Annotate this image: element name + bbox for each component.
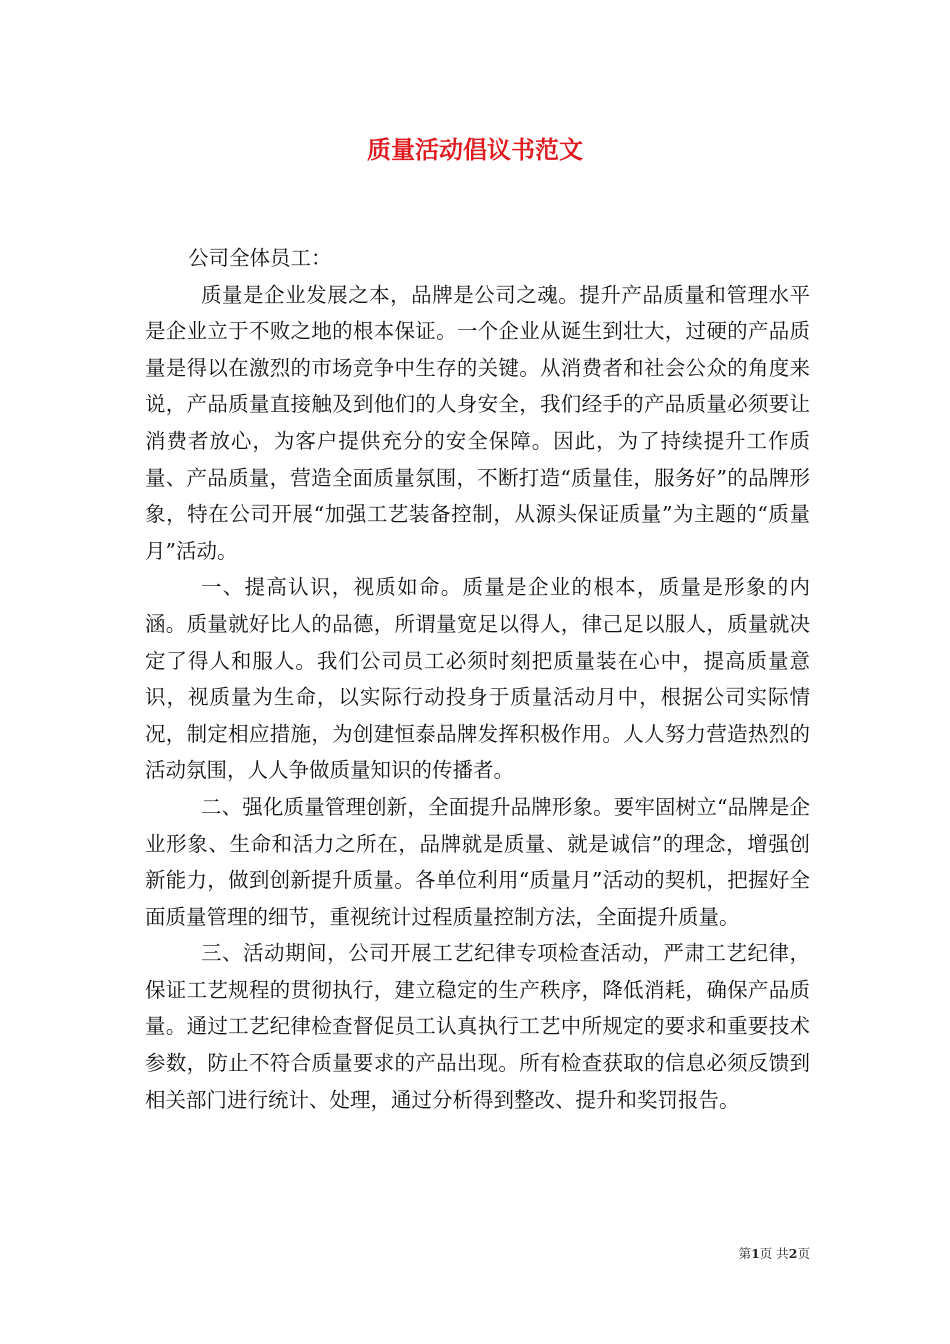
paragraph-point-one: 一、提高认识，视质如命。质量是企业的根本，质量是形象的内涵。质量就好比人的品德，所谓量宽足以得人，律己足以服人，质量就决定了得人和服人。我们公司员工必须时刻把质量装在心中，提高质量意识，视质量为生命，以实际行动投身于质量活动月中，根据公司实际情况，制定相应措施，为创建恒泰品牌发挥积极作用。人人努力营造热烈的活动氛围，人人争做质量知识的传播者。: [145, 575, 810, 783]
footer-total-pages: 2: [788, 1246, 798, 1261]
paragraph-point-three: 三、活动期间，公司开展工艺纪律专项检查活动，严肃工艺纪律，保证工艺规程的贯彻执行，建立稳定的生产秩序，降低消耗，确保产品质量。通过工艺纪律检查督促员工认真执行工艺中所规定的要求和重要技术参数，防止不符合质量要求的产品出现。所有检查获取的信息必须反馈到相关部门进行统计、处理，通过分析得到整改、提升和奖罚报告。: [145, 941, 810, 1112]
footer-prefix: 第: [738, 1246, 752, 1261]
footer-suffix: 页: [797, 1246, 810, 1261]
paragraph-point-two: 二、强化质量管理创新，全面提升品牌形象。要牢固树立“品牌是企业形象、生命和活力之所在，品牌就是质量、就是诚信”的理念，增强创新能力，做到创新提升质量。各单位利用“质量月”活动的契机，把握好全面质量管理的细节，重视统计过程质量控制方法，全面提升质量。: [145, 794, 810, 929]
footer-middle: 页 共: [759, 1246, 789, 1261]
page-footer: [690, 1245, 810, 1263]
document-title: 质量活动倡议书范文: [367, 135, 583, 164]
document-body: [145, 240, 810, 1118]
footer-current-page: 1: [751, 1246, 760, 1261]
paragraph-intro: 质量是企业发展之本，品牌是公司之魂。提升产品质量和管理水平是企业立于不败之地的根本保证。一个企业从诞生到壮大，过硬的产品质量是得以在激烈的市场竞争中生存的关键。从消费者和社会公众的角度来说，产品质量直接触及到他们的人身安全，我们经手的产品质量必须要让消费者放心，为客户提供充分的安全保障。因此，为了持续提升工作质量、产品质量，营造全面质量氛围，不断打造“质量佳，服务好”的品牌形象，特在公司开展“加强工艺装备控制，从源头保证质量”为主题的“质量月”活动。: [145, 282, 810, 563]
salutation: 公司全体员工：: [188, 246, 332, 270]
